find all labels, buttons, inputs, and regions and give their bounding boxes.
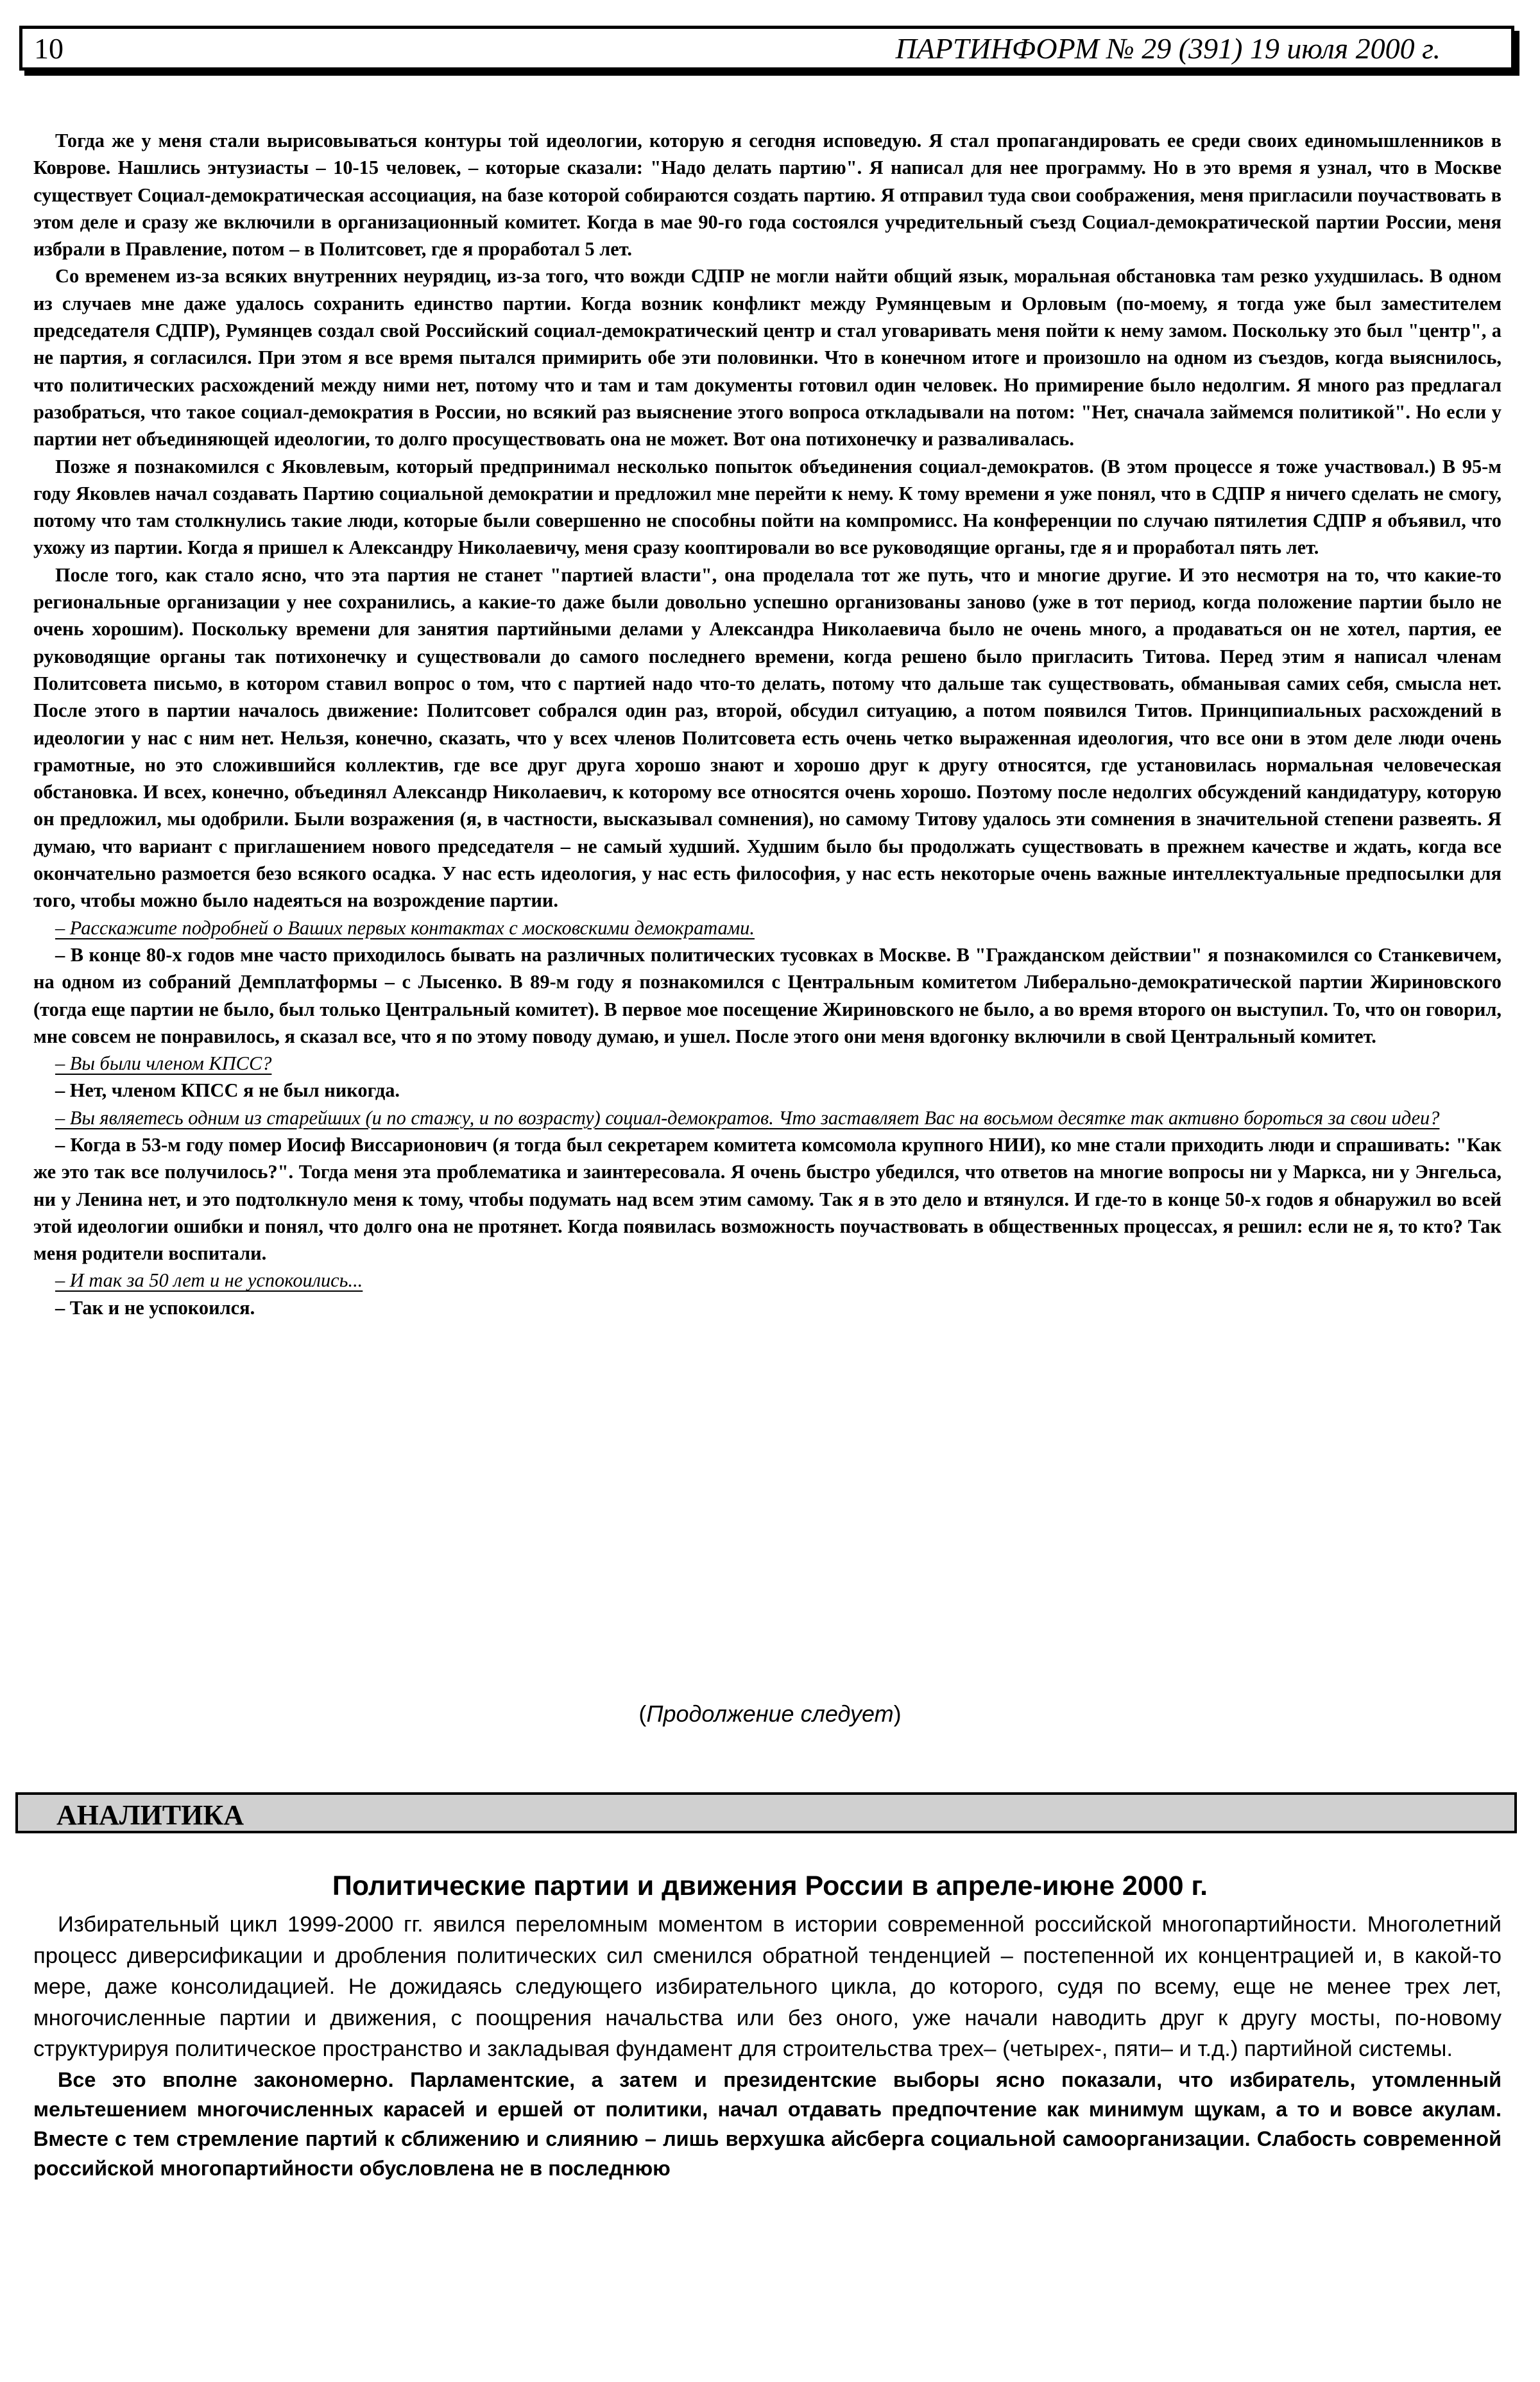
section-title: АНАЛИТИКА [56, 1799, 244, 1831]
interview-question: – Вы были членом КПСС? [55, 1052, 272, 1075]
continued-close-paren: ) [893, 1701, 902, 1727]
interview-question: – Вы являетесь одним из старейших (и по стажу, и по возрасту) социал-демократов. Что заставляет Вас на восьмом десятке так активно бороться за свои идеи? [55, 1106, 1440, 1129]
interview-answer: – Когда в 53-м году помер Иосиф Виссарионович (я тогда был секретарем комитета комсомола крупного НИИ), ко мне стали приходить люди и спрашивать: "Как же это так все получилось?". Тогда меня эта проблематика и заинтересовала. Я очень быстро убедился, что ответов на многие вопросы ни у Маркса, ни у Энгельса, ни у Ленина нет, и это подтолкнуло меня к тому, чтобы подумать над всем этим самому. Так я в это дело и втянулся. И где-то в конце 50-х годов я обнаружил во всей этой идеологии ошибки и понял, что долго она не протянет. Когда появилась возможность поучаствовать в общественных процессах, я решил: если не я, то кто? Так меня родители воспитали. [33, 1133, 1502, 1265]
continued-open-paren: ( [638, 1701, 647, 1727]
interview-question: – И так за 50 лет и не успокоились... [55, 1269, 363, 1292]
interview-question: – Расскажите подробней о Ваших первых контактах с московскими демократами. [55, 916, 755, 939]
article-title: Политические партии и движения России в апреле-июне 2000 г. [332, 1871, 1208, 1901]
page-header [19, 26, 1514, 71]
interview-answer: – В конце 80-х годов мне часто приходилось бывать на различных политических тусовках в Москве. В "Гражданском действии" я познакомился со Станкевичем, на одном из собраний Демплатформы – с Лысенко. В 89-м году я познакомился с Центральным комитетом Либерально-демократической партии Жириновского (тогда еще партии не было, был только Центральный комитет). В первое мое посещение Жириновского не было, а во время второго он выступил. То, что он говорил, мне совсем не понравилось, я сказал все, что я по этому поводу думаю, и ушел. После этого они меня вдогонку включили в свой Центральный комитет. [33, 943, 1502, 1047]
interview-paragraph: Со временем из-за всяких внутренних неурядиц, из-за того, что вожди СДПР не могли найти общий язык, моральная обстановка там резко ухудшилась. В одном из случаев мне даже удалось сохранить единство партии. Когда возник конфликт между Румянцевым и Орловым (по-моему, я тогда уже был заместителем председателя СДПР), Румянцев создал свой Российский социал-демократический центр и стал уговаривать меня пойти к нему замом. Поскольку это был "центр", а не партия, я согласился. При этом я все время пытался примирить обе эти половинки. Что в конечном итоге и произошло на одном из съездов, когда выяснилось, что политических расхождений между ними нет, потому что и там и там документы готовил один человек. Но примирение было недолгим. Я много раз предлагал разобраться, что такое социал-демократия в России, но всякий раз выяснение этого вопроса откладывали на потом: "Нет, сначала займемся политикой". Но если у партии нет объединяющей идеологии, то долго просуществовать она не может. Вот она потихонечку и разваливалась. [33, 265, 1502, 450]
section-header [15, 1792, 1517, 1833]
issue-info: ПАРТИНФОРМ № 29 (391) 19 июля 2000 г. [895, 32, 1441, 65]
interview-answer: – Так и не успокоился. [55, 1296, 255, 1319]
interview-text [33, 127, 1502, 1321]
article-paragraph: Избирательный цикл 1999-2000 гг. явился переломным моментом в истории современной российской многопартийности. Многолетний процесс диверсификации и дробления политических сил сменился обратной тенденцией – постепенной их концентрацией и, в какой-то мере, даже консолидацией. Не дожидаясь следующего избирательного цикла, до которого, судя по всему, еще не менее трех лет, многочисленные партии и движения, с поощрения начальства или без оного, уже начали наводить друг к другу мосты, по-новому структурируя политическое пространство и закладывая фундамент для строительства трех– (четырех-, пяти– и т.д.) партийной системы. [33, 1912, 1502, 2062]
interview-paragraph: После того, как стало ясно, что эта партия не станет "партией власти", она проделала тот же путь, что и многие другие. И это несмотря на то, что какие-то региональные организации у нее сохранились, а какие-то даже были довольно успешно организованы заново (уже в тот период, когда положение партии было не очень хорошим). Поскольку времени для занятия партийными делами у Александра Николаевича было не очень много, а продаваться он не хотел, партия, ее руководящие органы так потихонечку и существовали до самого последнего времени, когда решено было пригласить Титова. Перед этим я написал членам Политсовета письмо, в котором ставил вопрос о том, что с партией надо что-то делать, потому что дальше так существовать, обманывая самих себя, смысла нет. После этого в партии началось движение: Политсовет собрался один раз, второй, обсудил ситуацию, а потом появился Титов. Принципиальных расхождений в идеологии у нас с ним нет. Нельзя, конечно, сказать, что у всех членов Политсовета есть очень четко выраженная идеология, что все они в этом деле люди очень грамотные, но это сложившийся коллектив, где все друг друга хорошо знают и хорошо друг к другу относятся, где установилась нормальная человеческая обстановка. И всех, конечно, объединял Александр Николаевич, к которому все относятся очень хорошо. Поэтому после недолгих обсуждений кандидатуру, которую он предложил, мы одобрили. Были возражения (я, в частности, высказывал сомнения), но самому Титову удалось эти сомнения в значительной степени развеять. Я думаю, что вариант с приглашением нового председателя – не самый худший. Худшим было бы продолжать существовать в прежнем качестве и ждать, когда все окончательно размоется безо всякого осадка. У нас есть идеология, у нас есть философия, у нас есть некоторые очень важные интеллектуальные предпосылки для того, чтобы можно было надеяться на возрождение партии. [33, 563, 1502, 912]
page-number: 10 [34, 32, 64, 65]
article-paragraph-bold: Все это вполне закономерно. Парламентские, а затем и президентские выборы ясно показали, что избиратель, утомленный мельтешением многочисленных карасей и ершей от политики, начал отдавать предпочтение как минимум щукам, а то и вовсе акулам. Вместе с тем стремление партий к сближению и слиянию – лишь верхушка айсберга социальной самоорганизации. Слабость современной российской многопартийности обусловлена не в последнюю [33, 2068, 1502, 2180]
continued-label: Продолжение следует [646, 1701, 894, 1727]
interview-paragraph: Тогда же у меня стали вырисовываться контуры той идеологии, которую я сегодня исповедую. Я стал пропагандировать ее среди своих единомышленников в Коврове. Нашлись энтузиасты – 10-15 человек, – которые сказали: "Надо делать партию". Я написал для нее программу. Но в это время я узнал, что в Москве существует Социал-демократическая ассоциация, на базе которой собираются создать партию. Я отправил туда свои соображения, меня пригласили поучаствовать в этом деле и сразу же включили в организационный комитет. Когда в мае 90-го года состоялся учредительный съезд Социал-демократической партии России, меня избрали в Правление, потом – в Политсовет, где я проработал 5 лет. [33, 130, 1502, 261]
to-be-continued [0, 1701, 1540, 1727]
article-body [33, 1909, 1502, 2183]
interview-answer: – Нет, членом КПСС я не был никогда. [55, 1079, 400, 1102]
interview-paragraph: Позже я познакомился с Яковлевым, который предпринимал несколько попыток объединения социал-демократов. (В этом процессе я тоже участвовал.) В 95-м году Яковлев начал создавать Партию социальной демократии и предложил мне перейти к нему. К тому времени я уже понял, что в СДПР я ничего сделать не смогу, потому что там столкнулись такие люди, которые были совершенно не способны пойти на компромисс. На конференции по случаю пятилетия СДПР я объявил, что ухожу из партии. Когда я пришел к Александру Николаевичу, меня сразу кооптировали во все руководящие органы, где я и проработал пять лет. [33, 455, 1502, 559]
